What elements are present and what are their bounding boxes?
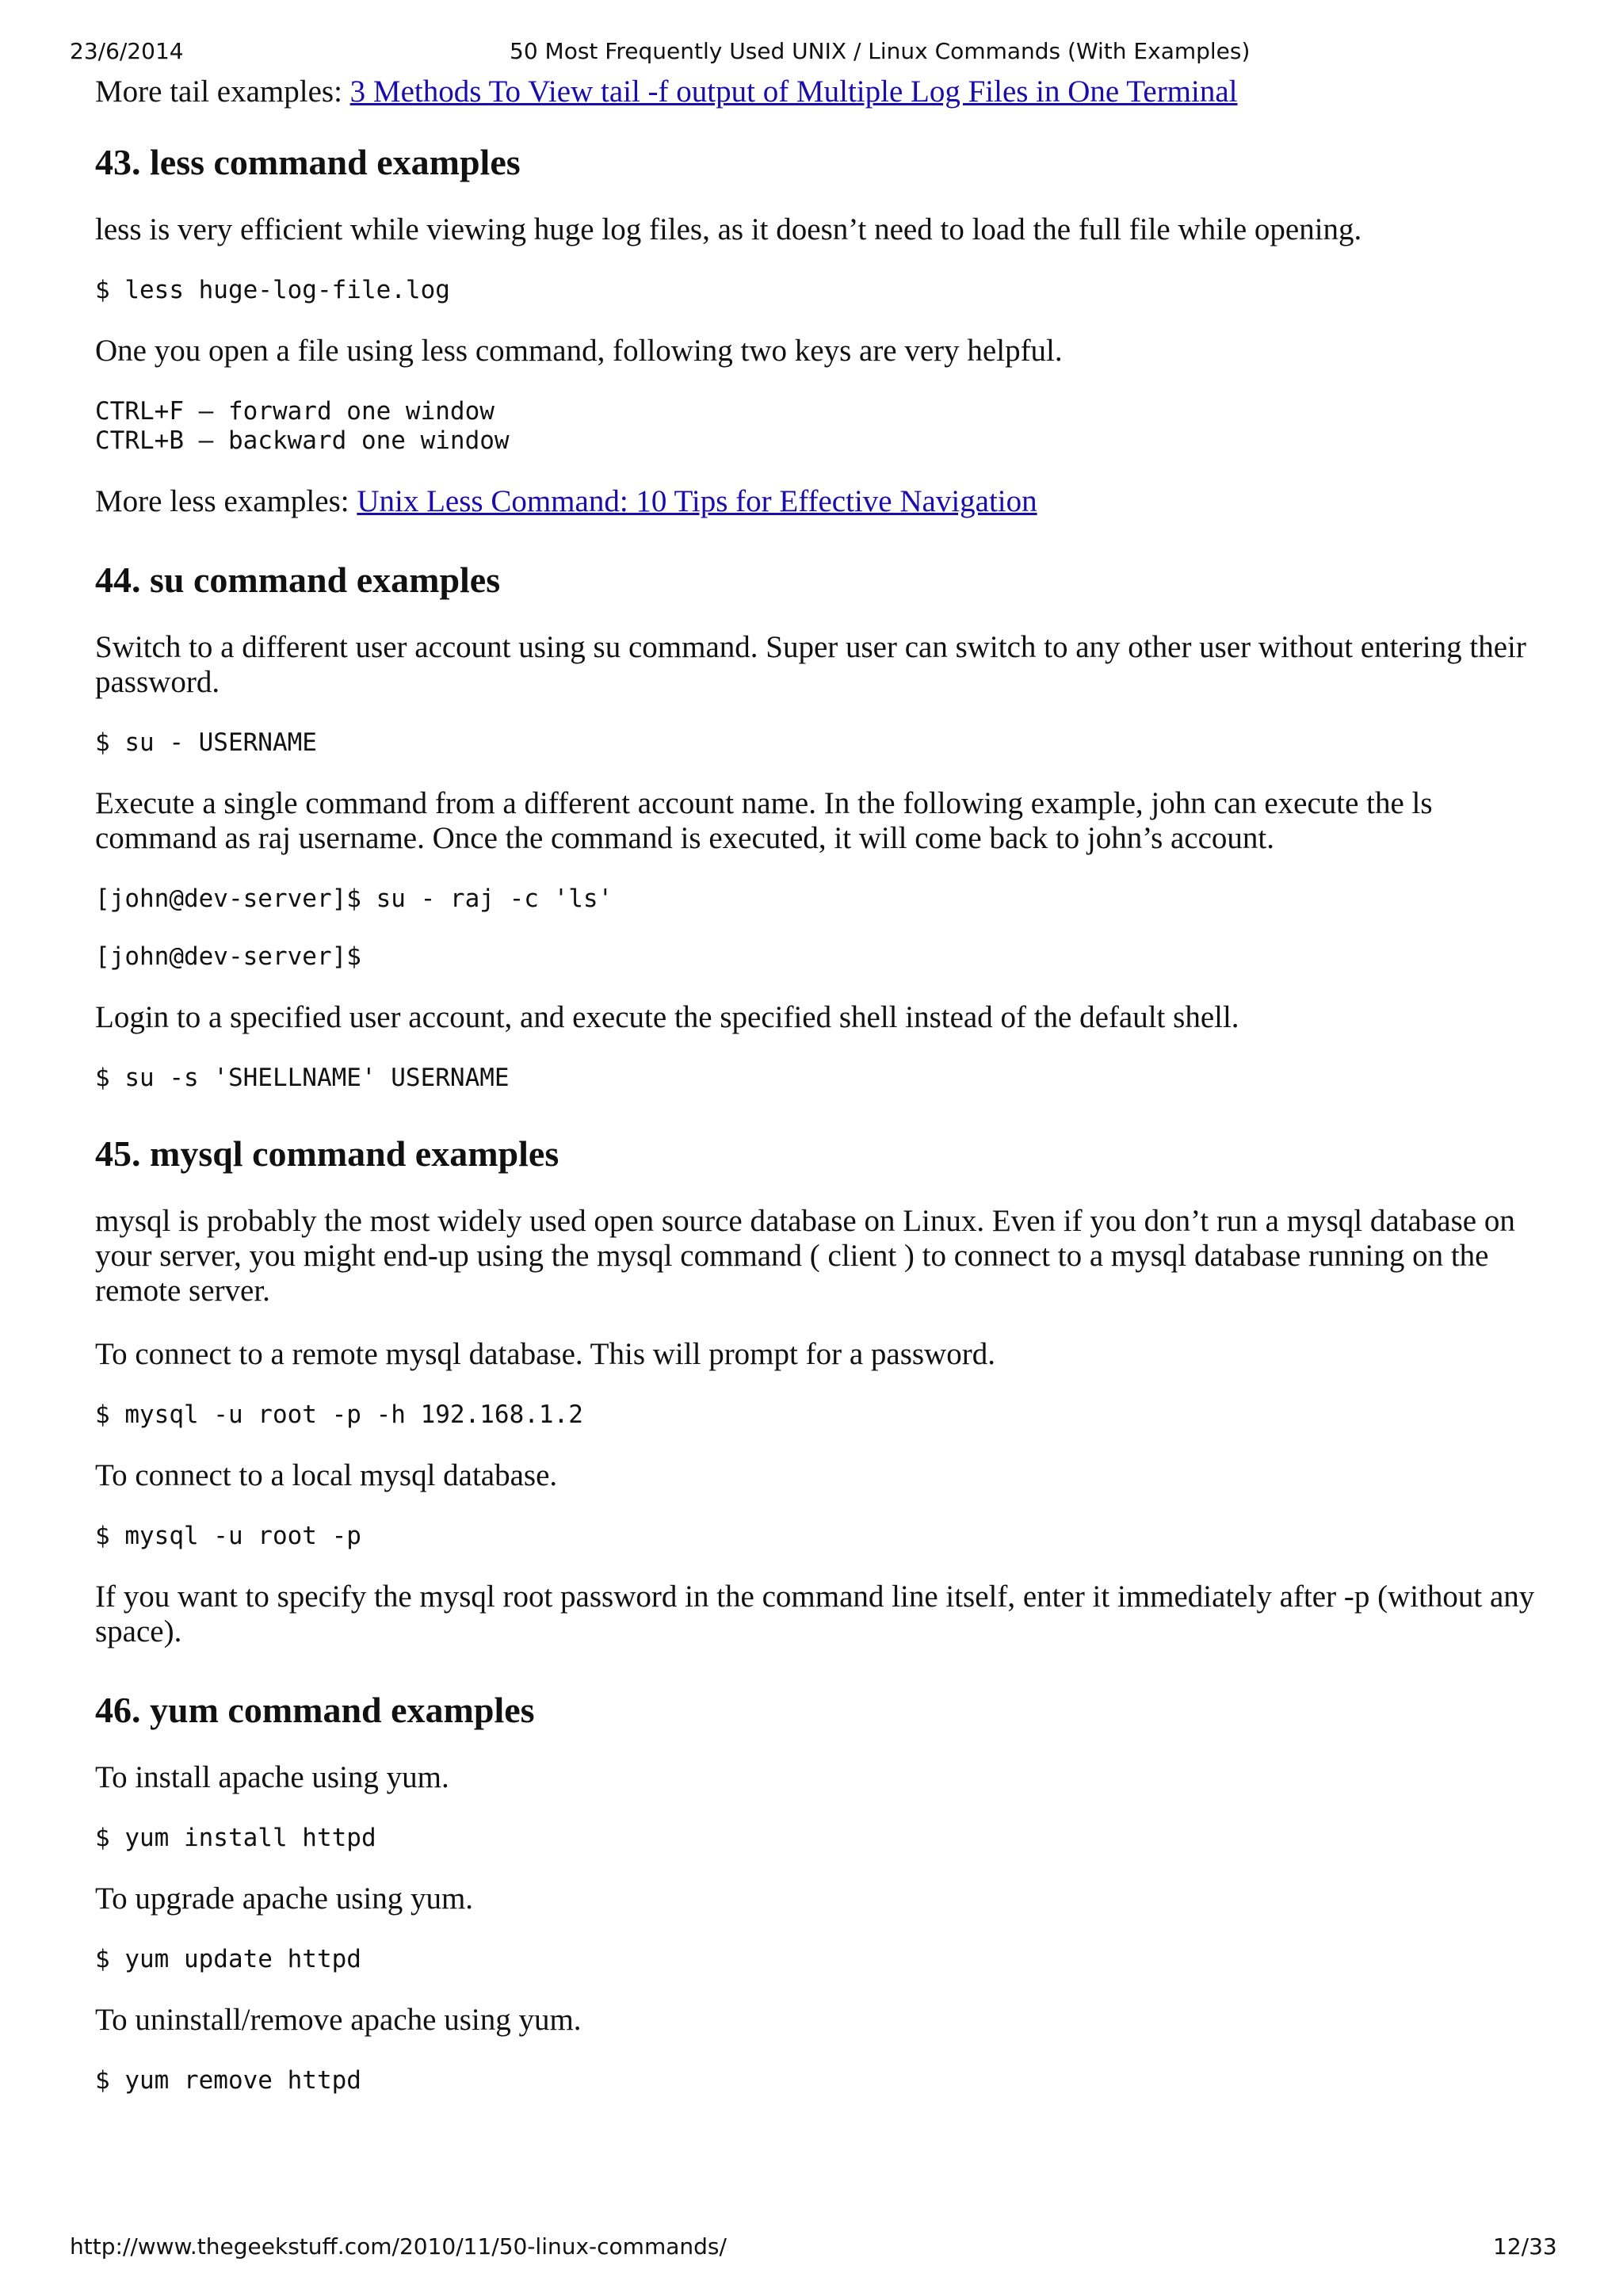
footer-url: http://www.thegeekstuff.com/2010/11/50-linux-commands/: [70, 2233, 727, 2260]
mysql-remote-text: To connect to a remote mysql database. This will prompt for a password.: [95, 1337, 995, 1371]
header-date: 23/6/2014: [70, 38, 184, 64]
mysql-code-local: $ mysql -u root -p: [95, 1522, 361, 1550]
mysql-heading: 45. mysql command examples: [95, 1133, 559, 1174]
yum-upgrade-text: To upgrade apache using yum.: [95, 1881, 474, 1916]
mysql-local-text: To connect to a local mysql database.: [95, 1458, 558, 1492]
su-exec-text: Execute a single command from a different account name. In the following example, john can execute the ls command as raj username. Once the command is executed, it will come back to john’s account.: [95, 786, 1433, 855]
yum-remove-text: To uninstall/remove apache using yum.: [95, 2003, 582, 2037]
less-heading: 43. less command examples: [95, 142, 521, 182]
less-keys-code: [95, 397, 1545, 456]
less-keys-intro: One you open a file using less command, following two keys are very helpful.: [95, 334, 1063, 368]
less-key-forward: CTRL+F – forward one window: [95, 397, 495, 426]
tail-more-line: [95, 74, 1545, 109]
su-code-switch: $ su - USERNAME: [95, 728, 317, 757]
less-intro: less is very efficient while viewing huge log files, as it doesn’t need to load the full file while opening.: [95, 212, 1362, 246]
su-shell-text: Login to a specified user account, and execute the specified shell instead of the default shell.: [95, 1000, 1239, 1034]
footer-page-number: 12/33: [1493, 2233, 1557, 2260]
yum-code-install: $ yum install httpd: [95, 1824, 376, 1852]
su-code-prompt: [john@dev-server]$: [95, 942, 361, 971]
article-body: [95, 74, 1545, 2124]
su-heading: 44. su command examples: [95, 560, 501, 600]
mysql-intro: mysql is probably the most widely used open source database on Linux. Even if you don’t run a mysql database on your server, you might end-up using the mysql command ( client ) to connect to a mysql database running on the remote server.: [95, 1204, 1515, 1308]
less-key-backward: CTRL+B – backward one window: [95, 426, 510, 455]
yum-code-remove: $ yum remove httpd: [95, 2066, 361, 2095]
header-title: 50 Most Frequently Used UNIX / Linux Commands (With Examples): [510, 38, 1251, 64]
less-more-line: [95, 484, 1545, 519]
less-more-prefix: More less examples:: [95, 484, 357, 518]
su-code-shell: $ su -s 'SHELLNAME' USERNAME: [95, 1064, 510, 1092]
mysql-password-text: If you want to specify the mysql root password in the command line itself, enter it immediately after -p (without any space).: [95, 1580, 1535, 1648]
tail-more-prefix: More tail examples:: [95, 74, 350, 109]
yum-install-text: To install apache using yum.: [95, 1760, 449, 1794]
less-code-example: $ less huge-log-file.log: [95, 276, 450, 304]
yum-code-update: $ yum update httpd: [95, 1945, 361, 1973]
su-code-exec: [john@dev-server]$ su - raj -c 'ls': [95, 884, 613, 913]
mysql-code-remote: $ mysql -u root -p -h 192.168.1.2: [95, 1400, 583, 1429]
tail-more-link[interactable]: 3 Methods To View tail -f output of Multiple Log Files in One Terminal: [349, 74, 1238, 109]
less-more-link[interactable]: Unix Less Command: 10 Tips for Effective Navigation: [357, 484, 1037, 518]
yum-heading: 46. yum command examples: [95, 1690, 535, 1730]
su-intro: Switch to a different user account using su command. Super user can switch to any other user without entering their password.: [95, 630, 1526, 699]
